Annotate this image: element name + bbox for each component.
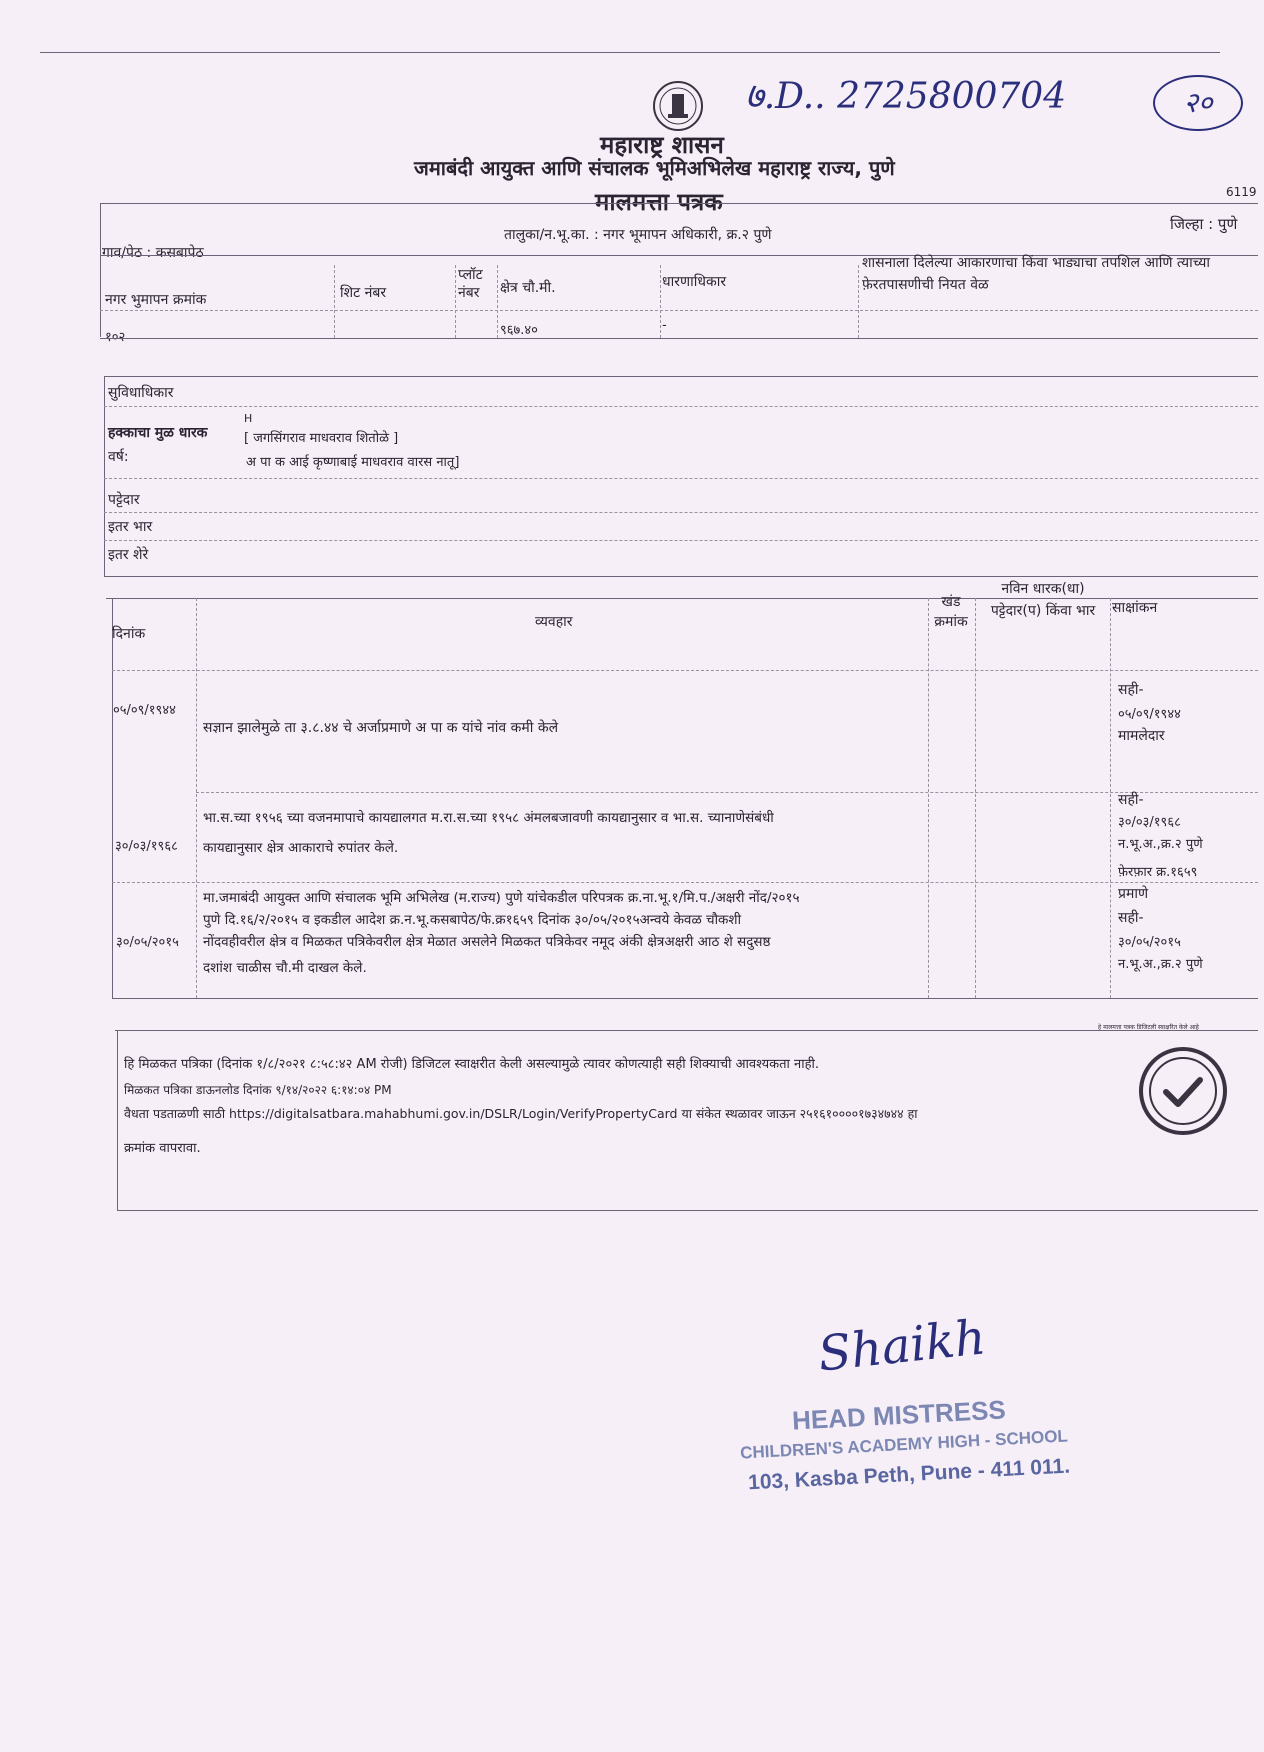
row3-attest-5: न.भू.अ.,क्र.२ पुणे	[1118, 957, 1203, 972]
holder-mark: H	[244, 412, 253, 425]
rule	[334, 265, 335, 338]
col-attestation: साक्षांकन	[1112, 600, 1158, 616]
row3-text-2: पुणे दि.१६/२/२०१५ व इकडील आदेश क्र.न.भू.कसबापेठ/फे.क्र१६५९ दिनांक ३०/०५/२०१५अन्वये केवळ चौकशी	[203, 912, 742, 928]
handwritten-reference: ७.D.. 2725800704	[745, 76, 1067, 117]
rule	[1110, 598, 1111, 998]
year-label: वर्ष:	[108, 449, 129, 465]
row2-date: ३०/०३/१९६८	[115, 839, 178, 854]
digital-note-3: वैधता पडताळणी साठी https://digitalsatbara.mahabhumi.gov.in/DSLR/Login/VerifyPropertyCard या संकेत स्थळावर जाऊन २५१६१००००१७३४७४४ हा	[124, 1106, 918, 1121]
department-name: जमाबंदी आयुक्त आणि संचालक भूमिअभिलेख महाराष्ट्र राज्य, पुणे	[414, 156, 895, 180]
row2-text-1: भा.स.च्या १९५६ च्या वजनमापाचे कायद्यालगत म.रा.स.च्या १९५८ अंमलबजावणी कायद्यानुसार व भा.स. च्यानाणेसंबंधी	[203, 810, 774, 826]
row1-date: ०५/०९/१९४४	[113, 703, 176, 718]
circled-page-number	[1153, 75, 1243, 131]
rule	[115, 1030, 1258, 1031]
village-label: गाव/पेठ : कसबापेठ	[102, 245, 204, 261]
other-remarks-label: इतर शेरे	[108, 547, 149, 563]
row3-date: ३०/०५/२०१५	[116, 935, 179, 950]
row3-text-1: मा.जमाबंदी आयुक्त आणि संचालक भूमि अभिलेख (म.राज्य) पुणे यांचेकडील परिपत्रक क्र.ना.भू.१/मि.प./अक्षरी नोंद/२०१५	[203, 890, 800, 906]
row2-attest-2: ३०/०३/१९६८	[1118, 815, 1181, 830]
col-plot-no: प्लॉट नंबर	[458, 267, 483, 301]
col-survey-no: नगर भुमापन क्रमांक	[105, 292, 207, 308]
rule	[975, 598, 976, 998]
holder-name-2: अ पा क आई कृष्णाबाई माधवराव वारस नातू]	[246, 455, 460, 470]
easement-label: सुविधाधिकार	[108, 385, 174, 401]
col-tenure: धारणाधिकार	[662, 274, 727, 290]
row2-text-2: कायद्यानुसार क्षेत्र आकाराचे रुपांतर केले.	[203, 840, 399, 856]
page-title: मालमत्ता पत्रक	[595, 188, 723, 216]
rule	[112, 882, 1258, 883]
gov-name: महाराष्ट्र शासन	[600, 131, 724, 159]
lessee-label: पट्टेदार	[108, 492, 140, 508]
row1-attest-1: सही-	[1118, 682, 1144, 698]
holder-label: हक्काचा मुळ धारक	[108, 425, 208, 441]
rule	[112, 998, 1258, 999]
stamp-line-3: 103, Kasba Peth, Pune - 411 011.	[747, 1454, 1071, 1495]
corner-number: 6119	[1226, 185, 1257, 199]
scan-border-line	[40, 52, 1220, 53]
row3-attest-3: सही-	[1118, 910, 1144, 926]
rule	[660, 265, 661, 338]
col-sheet-no: शिट नंबर	[340, 285, 387, 301]
rule	[112, 670, 1258, 671]
row3-text-4: दशांश चाळीस चौ.मी दाखल केले.	[203, 960, 367, 976]
col-new-holder: नविन धारक(धा) पट्टेदार(प) किंवा भार	[990, 581, 1096, 619]
row3-attest-1: फ़ेरफ़ार क्र.१६५९	[1118, 865, 1198, 880]
rule	[104, 540, 1258, 541]
row3-attest-2: प्रमाणे	[1118, 886, 1149, 902]
rule	[104, 576, 1258, 577]
circled-page-number-text: २०	[1183, 86, 1213, 119]
rule	[100, 203, 1258, 204]
rule	[196, 792, 1258, 793]
col-date: दिनांक	[112, 626, 146, 642]
rule	[104, 376, 1258, 377]
rule	[100, 310, 1258, 311]
row1-text: सज्ञान झालेमुळे ता ३.८.४४ चे अर्जाप्रमाणे अ पा क यांचे नांव कमी केले	[203, 720, 559, 736]
taluka-label: तालुका/न.भू.का. : नगर भूमापन अधिकारी, क्र.२ पुणे	[504, 227, 772, 243]
row2-attest-1: सही-	[1118, 792, 1144, 808]
rule	[100, 338, 1258, 339]
rule	[928, 598, 929, 998]
survey-no-value: १०२	[105, 330, 126, 345]
stamp-line-1: HEAD MISTRESS	[791, 1394, 1007, 1436]
holder-name-1: [ जगसिंगराव माधवराव शितोळे ]	[244, 431, 399, 446]
tenure-value: -	[662, 318, 667, 333]
rule	[117, 1030, 118, 1210]
rule	[112, 598, 113, 998]
stamp-line-2: CHILDREN'S ACADEMY HIGH - SCHOOL	[739, 1426, 1069, 1463]
area-value: ९६७.४०	[500, 323, 538, 338]
row2-attest-3: न.भू.अ.,क्र.२ पुणे	[1118, 837, 1203, 852]
digital-note-tiny: हे मालमत्ता पत्रक डिजिटली स्वाक्षरित केले आहे	[1098, 1024, 1199, 1031]
col-assessment: शासनाला दिलेल्या आकारणाचा किंवा भाड्याचा तपशिल आणि त्याच्या फ़ेरतपासणीची नियत वेळ	[862, 255, 1210, 293]
row3-text-3: नोंदवहीवरील क्षेत्र व मिळकत पत्रिकेवरील क्षेत्र मेळात असलेने मिळकत पत्रिकेवर नमूद अंकी क्षेत्रअक्षरी आठ शे सदुसष्ठ	[203, 934, 771, 950]
col-area: क्षेत्र चौ.मी.	[500, 280, 556, 296]
other-burden-label: इतर भार	[108, 519, 153, 535]
rule	[100, 203, 101, 337]
rule	[104, 406, 1258, 407]
col-volume-no: खंड क्रमांक	[934, 594, 968, 630]
row1-attest-3: मामलेदार	[1118, 728, 1165, 744]
signature: Shaikh	[815, 1309, 989, 1383]
digital-note-2: मिळकत पत्रिका डाऊनलोड दिनांक ९/१४/२०२२ ६:१४:०४ PM	[124, 1083, 392, 1097]
rule	[196, 598, 197, 998]
col-transaction: व्यवहार	[535, 614, 573, 630]
rule	[455, 265, 456, 338]
digital-note-1: हि मिळकत पत्रिका (दिनांक १/८/२०२१ ८:५८:४२ AM रोजी) डिजिटल स्वाक्षरीत केली असल्यामुळे त्यावर कोणत्याही सही शिक्याची आवश्यकता नाही.	[124, 1057, 820, 1072]
rule	[104, 478, 1258, 479]
rule	[858, 265, 859, 338]
rule	[104, 512, 1258, 513]
district-label: जिल्हा : पुणे	[1170, 215, 1238, 233]
digital-note-4: क्रमांक वापरावा.	[124, 1141, 201, 1156]
maharashtra-emblem-icon	[650, 78, 706, 134]
verified-check-icon	[1138, 1046, 1228, 1136]
row1-attest-2: ०५/०९/१९४४	[1118, 707, 1181, 722]
rule	[497, 265, 498, 338]
row3-attest-4: ३०/०५/२०१५	[1118, 935, 1181, 950]
rule	[117, 1210, 1258, 1211]
